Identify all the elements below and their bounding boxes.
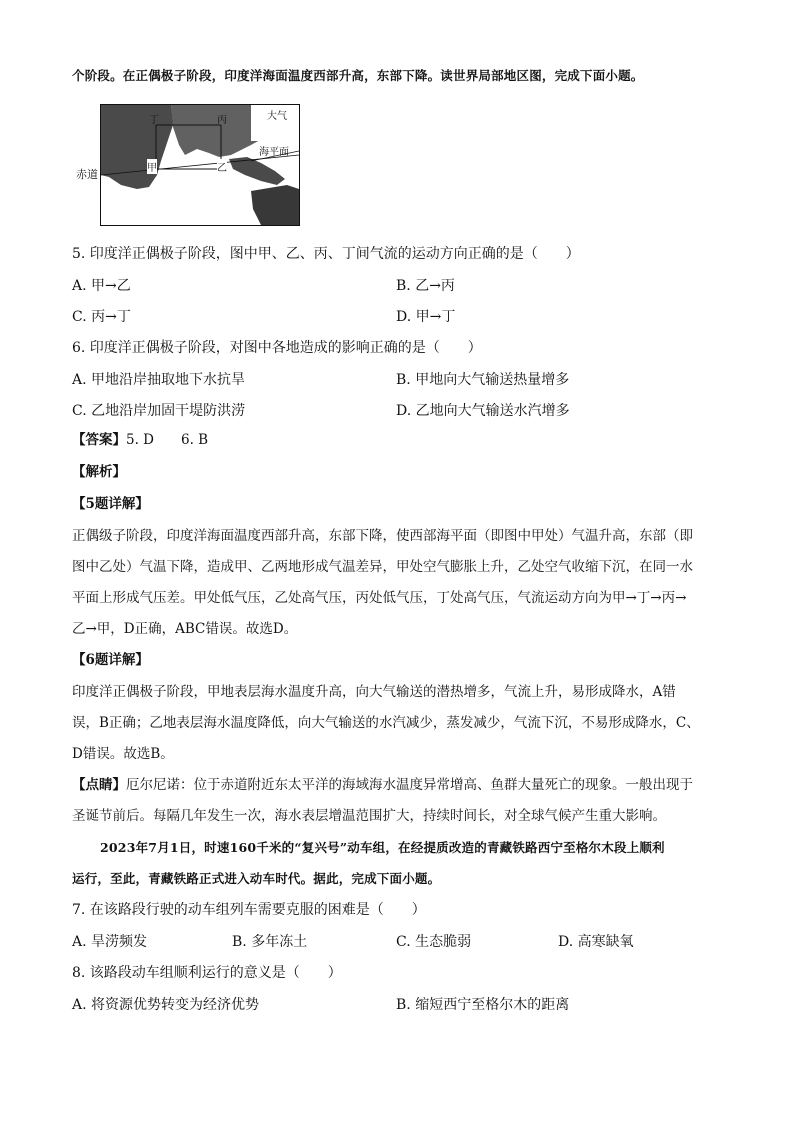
label-daqi: 大气 bbox=[267, 111, 287, 122]
land-africa-arabia bbox=[101, 105, 173, 189]
intro-text: 个阶段。在正偶极子阶段，印度洋海面温度西部升高，东部下降。读世界局部地区图，完成下面小题。 bbox=[72, 68, 644, 83]
detail6-line: 误，B正确；乙地表层海水温度降低，向大气输送的水汽减少，蒸发减少，气流下沉，不易形成降水，C、 bbox=[72, 715, 700, 731]
intro2-line: 2023年7月1日，时速160千米的“复兴号”动车组，在经提质改造的青藏铁路西宁至格尔木段上顺利 bbox=[100, 840, 665, 855]
answer-tag: 【答案】 bbox=[72, 432, 126, 448]
detail6-tag: 【6题详解】 bbox=[72, 652, 149, 668]
q6-option-a: A. 甲地沿岸抽取地下水抗旱 bbox=[72, 372, 246, 388]
detail5-line: 平面上形成气压差。甲处低气压，乙处高气压，丙处低气压，丁处高气压，气流运动方向为甲→丁→丙→ bbox=[72, 590, 687, 606]
q5-option-b: B. 乙→丙 bbox=[396, 278, 455, 294]
label-chidao: 赤道 bbox=[76, 168, 98, 181]
detail5-line: 乙→甲，D正确，ABC错误。故选D。 bbox=[72, 621, 298, 637]
q8-option-a: A. 将资源优势转变为经济优势 bbox=[72, 997, 260, 1013]
tip-text: 厄尔尼诺：位于赤道附近东太平洋的海域海水温度异常增高、鱼群大量死亡的现象。一般出现于 bbox=[126, 777, 693, 793]
detail6-line: 印度洋正偶极子阶段，甲地表层海水温度升高，向大气输送的潜热增多，气流上升，易形成降水，A错 bbox=[72, 684, 676, 700]
answer-line bbox=[72, 430, 208, 450]
q6-option-d: D. 乙地向大气输送水汽增多 bbox=[396, 403, 570, 419]
label-haipingmian: 海平面 bbox=[259, 147, 289, 158]
label-jia: 甲 bbox=[147, 159, 157, 174]
q5-option-c: C. 丙→丁 bbox=[72, 309, 131, 325]
analysis-tag: 【解析】 bbox=[72, 464, 126, 480]
q7-stem: 7. 在该路段行驶的动车组列车需要克服的困难是（ ） bbox=[72, 902, 426, 918]
tip-line: 圣诞节前后。每隔几年发生一次，海水表层增温范围扩大，持续时间长，对全球气候产生重大影响。 bbox=[72, 808, 666, 824]
detail6-line: D错误。故选B。 bbox=[72, 746, 174, 762]
detail5-line: 图中乙处）气温下降，造成甲、乙两地形成气温差异，甲处空气膨胀上升，乙处空气收缩下沉，在同一水 bbox=[72, 559, 693, 575]
tip-line bbox=[72, 775, 693, 795]
q7-option-c: C. 生态脆弱 bbox=[396, 934, 472, 950]
tip-tag: 【点睛】 bbox=[72, 777, 126, 793]
detail5-tag: 【5题详解】 bbox=[72, 496, 149, 512]
land-australia bbox=[251, 185, 299, 225]
q6-option-c: C. 乙地沿岸加固干堤防洪涝 bbox=[72, 403, 246, 419]
q5-option-a: A. 甲→乙 bbox=[72, 278, 131, 294]
label-ocean: 印度洋 bbox=[141, 205, 204, 218]
q5-option-d: D. 甲→丁 bbox=[396, 309, 456, 325]
q5-stem: 5. 印度洋正偶极子阶段，图中甲、乙、丙、丁间气流的运动方向正确的是（ ） bbox=[72, 246, 580, 262]
q8-stem: 8. 该路段动车组顺利运行的意义是（ ） bbox=[72, 965, 342, 981]
label-yi: 乙 bbox=[217, 159, 227, 174]
answer-text: 5. D 6. B bbox=[126, 432, 209, 448]
world-partial-map-figure bbox=[100, 104, 300, 226]
intro2-line: 运行，至此，青藏铁路正式进入动车时代。据此，完成下面小题。 bbox=[72, 871, 441, 886]
q7-option-d: D. 高寒缺氧 bbox=[558, 934, 634, 950]
label-ding: 丁 bbox=[149, 115, 159, 126]
q7-option-b: B. 多年冻土 bbox=[232, 934, 308, 950]
q7-option-a: A. 旱涝频发 bbox=[72, 934, 148, 950]
q6-stem: 6. 印度洋正偶极子阶段，对图中各地造成的影响正确的是（ ） bbox=[72, 340, 482, 356]
q6-option-b: B. 甲地向大气输送热量增多 bbox=[396, 372, 570, 388]
label-bing: 丙 bbox=[217, 115, 227, 126]
detail5-line: 正偶级子阶段，印度洋海面温度西部升高，东部下降，使西部海平面（即图中甲处）气温升高，东部（即 bbox=[72, 528, 693, 544]
q8-option-b: B. 缩短西宁至格尔木的距离 bbox=[396, 997, 570, 1013]
